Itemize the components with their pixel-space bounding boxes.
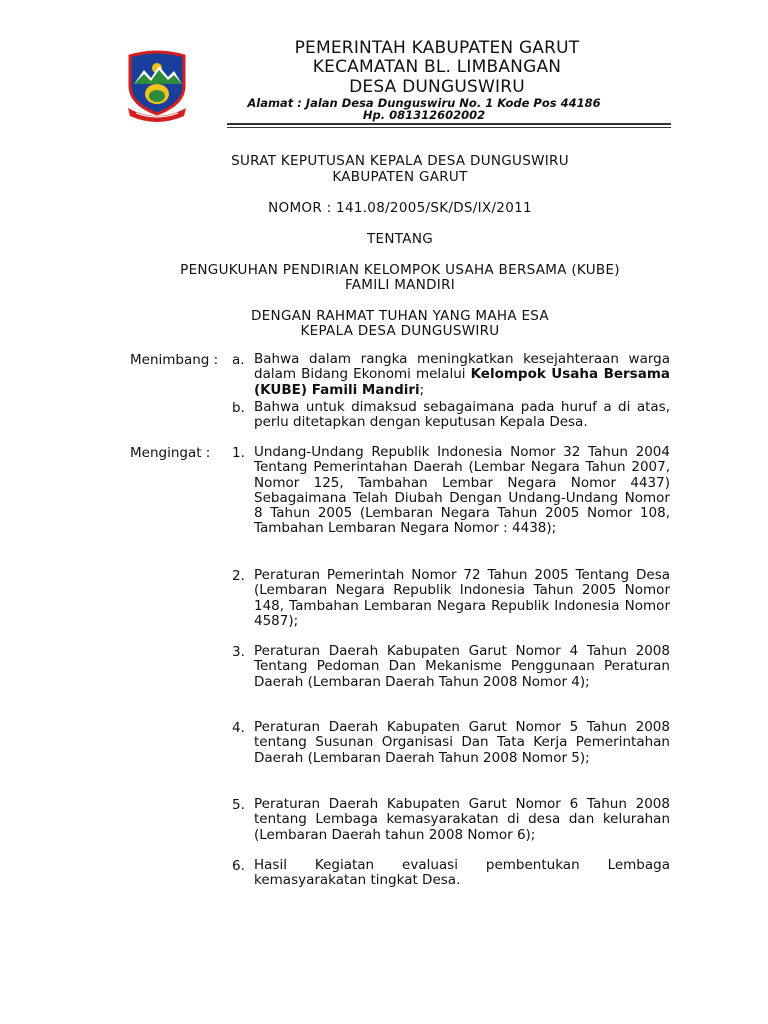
letterhead-line-2: KECAMATAN BL. LIMBANGAN xyxy=(312,57,562,77)
mengingat-item-1: Undang-Undang Republik Indonesia Nomor 32 Tahun 2004 Tentang Pemerintahan Daerah (Lembar Negara Tahun 2007, Nomor 125, Tambahan Lembar Negara Nomor 4437) Sebagaimana Telah Diubah Dengan Undang-Undang Nomor 8 Tahun 2005 (Lembaran Negara Tahun 2005 Nomor 108, Tambahan Lembaran Negara Nomor : 4438); xyxy=(254,444,670,537)
mengingat-item-mark: 3. xyxy=(232,644,245,660)
menimbang-item-b: Bahwa untuk dimaksud sebagaimana pada huruf a di atas, perlu ditetapkan dengan keputusan Kepala Desa. xyxy=(254,399,670,431)
decree-subject-line-1: PENGUKUHAN PENDIRIAN KELOMPOK USAHA BERSAMA (KUBE) xyxy=(180,262,620,278)
decree-number: NOMOR : 141.08/2005/SK/DS/IX/2011 xyxy=(268,200,532,216)
menimbang-item-mark: b. xyxy=(232,400,245,416)
mengingat-item-mark: 5. xyxy=(232,797,245,813)
letterhead-divider-thick xyxy=(227,123,671,125)
mengingat-label: Mengingat : xyxy=(130,445,211,461)
mengingat-item-mark: 4. xyxy=(232,720,245,736)
mengingat-item-mark: 2. xyxy=(232,568,245,584)
letterhead-address: Alamat : Jalan Desa Dunguswiru No. 1 Kode Pos 44186 xyxy=(247,96,601,110)
letterhead-line-1: PEMERINTAH KABUPATEN GARUT xyxy=(294,38,580,58)
kube-name-bold: Kelompok Usaha Bersama (KUBE) Famili Mandiri xyxy=(254,366,670,398)
mengingat-item-6: Hasil Kegiatan evaluasi pembentukan Lembaga kemasyarakatan tingkat Desa. xyxy=(254,857,670,889)
letterhead-divider-thin xyxy=(227,127,671,128)
letterhead-line-3: DESA DUNGUSWIRU xyxy=(349,77,525,97)
mengingat-item-mark: 6. xyxy=(232,858,245,874)
rahmat-line: DENGAN RAHMAT TUHAN YANG MAHA ESA xyxy=(251,308,549,324)
mengingat-item-5: Peraturan Daerah Kabupaten Garut Nomor 6 Tahun 2008 tentang Lembaga kemasyarakatan di desa dan kelurahan (Lembaran Daerah tahun 2008 Nomor 6); xyxy=(254,796,670,843)
menimbang-item-mark: a. xyxy=(232,352,245,368)
menimbang-item-a xyxy=(254,352,670,398)
letterhead-phone: Hp. 081312602002 xyxy=(362,108,486,122)
mengingat-item-3: Peraturan Daerah Kabupaten Garut Nomor 4 Tahun 2008 Tentang Pedoman Dan Mekanisme Penggunaan Peraturan Daerah (Lembaran Daerah Tahun 2008 Nomor 4); xyxy=(254,643,670,690)
tentang-heading: TENTANG xyxy=(367,231,433,247)
decree-subject-line-2: FAMILI MANDIRI xyxy=(344,277,456,293)
decree-title-regency: KABUPATEN GARUT xyxy=(332,169,468,185)
mengingat-item-2: Peraturan Pemerintah Nomor 72 Tahun 2005 Tentang Desa (Lembaran Negara Republik Indonesia Tahun 2005 Nomor 148, Tambahan Lembaran Negara Republik Indonesia Nomor 4587); xyxy=(254,567,670,629)
mengingat-item-4: Peraturan Daerah Kabupaten Garut Nomor 5 Tahun 2008 tentang Susunan Organisasi Dan Tata Kerja Pemerintahan Daerah (Lembaran Daerah Tahun 2008 Nomor 5); xyxy=(254,719,670,766)
mengingat-item-mark: 1. xyxy=(232,445,245,461)
kepala-desa-line: KEPALA DESA DUNGUSWIRU xyxy=(300,323,500,339)
menimbang-a-text: Bahwa dalam rangka meningkatkan kesejahteraan warga dalam Bidang Ekonomi melalui xyxy=(254,351,670,383)
menimbang-a-end: ; xyxy=(419,381,425,398)
menimbang-label: Menimbang : xyxy=(130,352,219,368)
decree-title: SURAT KEPUTUSAN KEPALA DESA DUNGUSWIRU xyxy=(231,153,569,169)
